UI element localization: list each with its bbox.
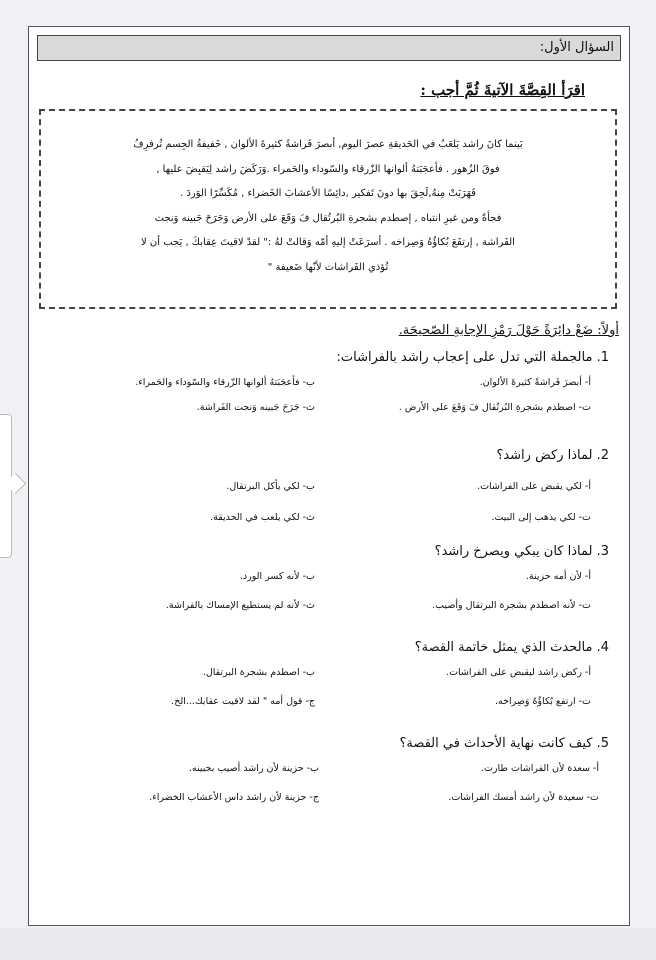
- option-a[interactable]: أ- لكي يقبض على الفراشات.: [477, 481, 591, 492]
- story-line: فجأةً ومن غيرِ انتباه , إصطدم بشجرةِ البُرتُقال فَ وَقَعَ على الأرض وَجَرَحَ جَبينه وَنجت: [154, 212, 502, 224]
- story-line: الفَراشة , إرتفَعَ بُكاؤُهُ وَصِراخه . أسرَعَتْ إليهِ أمّه وَقالتْ لهُ :" لقدْ لاقيتَ عِقابكَ , يَجب أن لا: [141, 237, 515, 248]
- option-c[interactable]: ت- لأنه اصطدم بشجرة البرتقال وأصيب.: [432, 600, 591, 611]
- question-header: السؤال الأول:: [37, 35, 621, 61]
- question-text: 5. كيف كانت نهاية الأحداث في القصة؟: [399, 736, 609, 751]
- option-b[interactable]: ب- لكي يأكل البرتقال.: [226, 481, 315, 492]
- question-text: 2. لماذا ركض راشد؟: [496, 448, 609, 463]
- option-b[interactable]: ب- فأعجَبَتهُ ألوانها الزّرقاء والسّوداء والحَمراء.: [135, 377, 315, 388]
- option-d[interactable]: ج- قول أمه " لقد لاقيت عقابك...الخ.: [171, 696, 315, 707]
- worksheet-page: [28, 26, 630, 926]
- question-3: [39, 543, 621, 611]
- option-c[interactable]: ت- اصطدم بشجرةِ البُرتُقال فَ وَقَعَ على الأرض .: [398, 402, 591, 413]
- question-text: 3. لماذا كان يبكي ويصرخ راشد؟: [434, 544, 609, 559]
- section-title: أولاً: ضَعْ دائِرَةً حَوْلَ رَمْزِ الإجابةِ الصّحيحَة.: [398, 323, 619, 338]
- option-c[interactable]: ت- لكي يذهب إلى البيت.: [491, 512, 591, 523]
- story-box: [39, 109, 617, 309]
- story-line: بَينما كانَ راشد يَلعَبُ في الحَديقةِ عصرَ اليوم, أبصرَ فَراشةً كثيرةَ الألوان , خَفيفةُ الجِسم تُرفرِفُ: [133, 139, 523, 150]
- bottom-bar: [0, 928, 656, 960]
- option-d[interactable]: ج- حزينة لأن راشد داس الأعشاب الخضراء.: [149, 792, 319, 803]
- option-c[interactable]: ت- سعيدة لأن راشد أمسك الفراشات.: [448, 792, 599, 803]
- story-line: فَهَرَبَتْ مِنهُ,لَحِقَ بها دونَ تَفكير ,دائِسًا الأعشابَ الخَضراء , مُكَسِّرًا الوَردَ .: [180, 188, 476, 199]
- question-text: 4. مالحدث الذي يمثل خاتمة القصة؟: [414, 640, 609, 655]
- story-line: فوقَ الزُهور . فأعجَبَتهُ ألوانها الزّرقاء والسّوداء والحَمراء .وَرَكَضَ راشد لِيَقبِضَ عليها ,: [156, 163, 500, 175]
- option-d[interactable]: ث- لأنه لم يستطيع الإمساك بالفراشة.: [165, 600, 315, 611]
- option-b[interactable]: ب- اصطدم بشجرة البرتقال.: [202, 667, 315, 678]
- option-b[interactable]: ب- لأنه كسر الورد.: [239, 571, 315, 582]
- instruction-heading: اقرَأ القِصَّةَ الآتيةَ ثُمَّ أجب :: [420, 81, 585, 99]
- option-a[interactable]: أ- ركض راشد ليقبض على الفراشات.: [446, 667, 591, 678]
- question-1: [39, 349, 621, 413]
- option-d[interactable]: ث- لكي يلعب في الحديقة.: [210, 512, 315, 523]
- question-text: 1. مالجملة التي تدل على إعجاب راشد بالفراشات:: [336, 350, 609, 365]
- option-c[interactable]: ت- ارتفع بُكاؤُهُ وَصِراخه.: [494, 696, 591, 707]
- option-a[interactable]: أ- سعدة لأن الفراشات طارت.: [480, 763, 599, 774]
- option-b[interactable]: ب- حزينة لأن راشد أصيب بجبينه.: [188, 763, 319, 774]
- question-4: [39, 639, 621, 707]
- option-a[interactable]: أ- أبصرَ فَراشةً كثيرةَ الألوان.: [479, 377, 591, 388]
- question-2: [39, 447, 621, 523]
- option-a[interactable]: أ- لأن أمه حزينة.: [525, 571, 591, 582]
- option-d[interactable]: ث- جَرَحَ جَبينه وَنجت الفَراشة.: [196, 402, 315, 413]
- story-line: تُؤذي الفَراشات لأنّها ضَعيفة ": [267, 261, 389, 273]
- question-5: [39, 735, 621, 803]
